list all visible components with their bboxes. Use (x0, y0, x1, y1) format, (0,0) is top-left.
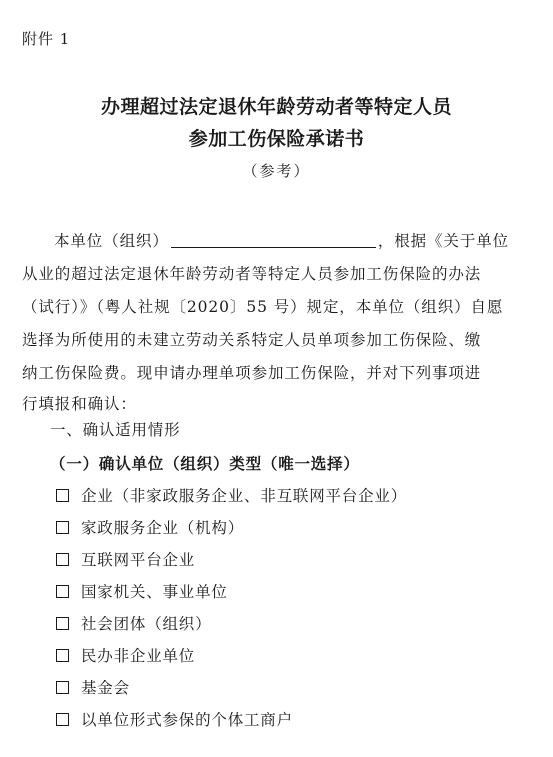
option-internet-platform[interactable] (56, 548, 195, 570)
option-label: 国家机关、事业单位 (81, 583, 228, 601)
option-domestic-service[interactable] (56, 516, 244, 538)
paragraph-line-5: 纳工伤保险费。现申请办理单项参加工伤保险，并对下列事项进 (22, 364, 482, 382)
paragraph-line-1-start: 本单位（组织） (54, 232, 169, 250)
checkbox-icon[interactable] (56, 489, 69, 502)
option-label: 基金会 (81, 679, 130, 697)
checkbox-icon[interactable] (56, 649, 69, 662)
checkbox-icon[interactable] (56, 681, 69, 694)
option-individual-business[interactable] (56, 708, 293, 730)
paragraph-line-4: 选择为所使用的未建立劳动关系特定人员单项参加工伤保险、缴 (22, 331, 482, 349)
paragraph-line-1-end: ，根据《关于单位 (377, 232, 510, 250)
section-heading: 一、确认适用情形 (50, 421, 181, 439)
checkbox-icon[interactable] (56, 713, 69, 726)
option-label: 以单位形式参保的个体工商户 (81, 711, 293, 729)
option-foundation[interactable] (56, 676, 130, 698)
option-label: 家政服务企业（机构） (81, 519, 245, 537)
attachment-label: 附件 1 (22, 30, 71, 48)
document-title-line-2: 参加工伤保险承诺书 (188, 128, 365, 150)
checkbox-icon[interactable] (56, 617, 69, 630)
subsection-heading: （一）确认单位（组织）类型（唯一选择） (50, 454, 360, 473)
option-label: 民办非企业单位 (81, 647, 196, 665)
option-label: 互联网平台企业 (81, 551, 196, 569)
checkbox-icon[interactable] (56, 521, 69, 534)
document-title-line-1: 办理超过法定退休年龄劳动者等特定人员 (100, 96, 452, 118)
document-subtitle: （参考） (242, 162, 311, 180)
checkbox-icon[interactable] (56, 585, 69, 598)
option-private-nonenterprise[interactable] (56, 644, 195, 666)
option-label: 企业（非家政服务企业、非互联网平台企业） (81, 487, 408, 505)
paragraph-line-6: 行填报和确认： (22, 395, 137, 413)
option-government[interactable] (56, 580, 228, 602)
checkbox-icon[interactable] (56, 553, 69, 566)
paragraph-line-3: （试行）》（粤人社规〔2020〕55 号）规定，本单位（组织）自愿 (22, 298, 504, 316)
option-enterprise[interactable] (56, 484, 407, 506)
paragraph-line-2: 从业的超过法定退休年龄劳动者等特定人员参加工伤保险的办法 (22, 265, 482, 283)
option-social-organization[interactable] (56, 612, 211, 634)
paragraph-line-1 (22, 229, 532, 251)
unit-name-blank[interactable] (171, 232, 376, 248)
option-label: 社会团体（组织） (81, 615, 212, 633)
